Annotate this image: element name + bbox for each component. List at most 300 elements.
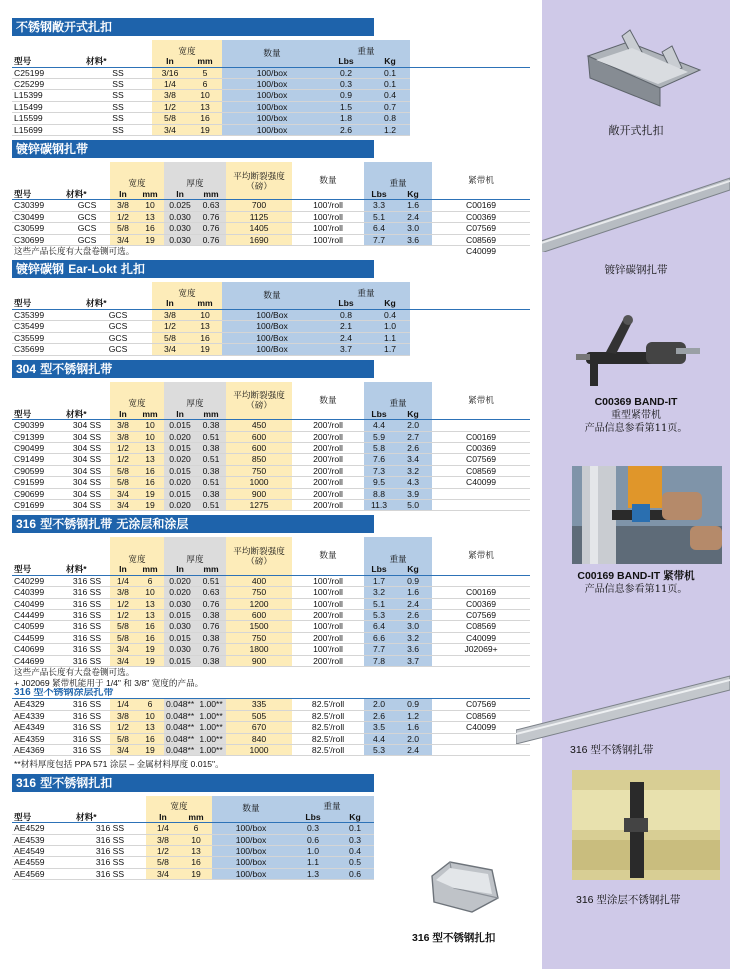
cell-qty: 100/box: [222, 78, 322, 89]
cell-model: AE4329: [12, 699, 64, 710]
title-part: 型不锈钢扎扣: [36, 775, 113, 790]
cell-thickness-mm: 0.63: [196, 587, 226, 598]
cell-weight-kg: 0.9: [394, 699, 432, 710]
section-304-band: [12, 360, 530, 512]
cell-width-mm: 10: [136, 587, 164, 598]
header-in: In: [164, 189, 196, 200]
header-qty: 数量: [319, 174, 337, 185]
cell-thickness-in: 0.020: [164, 431, 196, 442]
cell-model: AE4549: [12, 846, 74, 857]
cell-weight-lbs: 11.3: [364, 499, 394, 510]
header-mm: mm: [196, 564, 226, 575]
cell-material: GCS: [64, 223, 110, 234]
cell-material: 316 SS: [64, 710, 110, 721]
table-row: [12, 598, 530, 609]
cell-weight-lbs: 0.6: [290, 834, 336, 845]
cell-material: GCS: [64, 200, 110, 211]
cell-qty: 100/box: [222, 113, 322, 124]
cell-thickness-mm: 0.51: [196, 431, 226, 442]
cell-weight-kg: 4.3: [394, 477, 432, 488]
cell-thickness-in: 0.030: [164, 211, 196, 222]
cell-strength: 1690: [226, 234, 292, 245]
cell-strength: 1200: [226, 598, 292, 609]
cell-width-in: 5/8: [110, 632, 136, 643]
table-row: [12, 655, 530, 666]
header-weight: 重量: [290, 796, 374, 812]
spacer-cell: [410, 344, 530, 355]
cell-width-in: 3/8: [146, 834, 180, 845]
cell-weight-kg: 0.4: [336, 846, 374, 857]
cell-thickness-in: 0.020: [164, 575, 196, 586]
table-row: [12, 344, 530, 355]
product-table: [12, 537, 530, 769]
cell-thickness-mm: 1.00**: [196, 710, 226, 721]
cell-thickness-mm: 0.76: [196, 211, 226, 222]
cell-width-mm: 13: [136, 598, 164, 609]
cell-thickness-mm: 0.76: [196, 644, 226, 655]
cell-weight-kg: 2.7: [394, 431, 432, 442]
cell-weight-kg: 1.2: [394, 710, 432, 721]
header-lbs: Lbs: [364, 409, 394, 420]
cell-weight-kg: 3.0: [394, 621, 432, 632]
table-note: **材料厚度包括 PPA 571 涂层 – 金属材料厚度 0.015"。: [14, 759, 224, 770]
table-row: [12, 834, 374, 845]
header-weight: 重量: [364, 537, 432, 564]
table-row: [12, 211, 530, 222]
cell-tool: C07569: [432, 223, 530, 234]
cell-width-mm: 6: [188, 78, 222, 89]
cell-weight-kg: 5.0: [394, 499, 432, 510]
cell-width-in: 3/4: [146, 868, 180, 879]
section-title: 镀锌碳钢扎带: [12, 140, 374, 158]
table-row: [12, 710, 530, 721]
cell-weight-kg: 0.5: [336, 857, 374, 868]
cell-width-in: 1/2: [110, 598, 136, 609]
header-tool: 紧带机: [468, 174, 494, 185]
cell-weight-kg: 1.1: [370, 332, 410, 343]
title-part: 型不锈钢扎带 无涂层和涂层: [36, 517, 189, 532]
title-part: Ear-Lokt: [68, 262, 117, 277]
header-lbs: Lbs: [290, 812, 336, 823]
table-row: [12, 823, 374, 834]
cell-qty: 100/box: [212, 857, 290, 868]
header-lbs: Lbs: [364, 564, 394, 575]
header-qty: 数量: [212, 796, 290, 823]
cell-weight-lbs: 6.4: [364, 621, 394, 632]
spacer-cell: [410, 67, 530, 78]
cell-thickness-mm: 0.51: [196, 499, 226, 510]
cell-qty: 100/Box: [222, 309, 322, 320]
cell-weight-lbs: 5.8: [364, 442, 394, 453]
cell-thickness-in: 0.030: [164, 234, 196, 245]
cell-thickness-mm: 0.63: [196, 200, 226, 211]
cell-thickness-in: 0.020: [164, 499, 196, 510]
cell-thickness-mm: 0.76: [196, 223, 226, 234]
section-title: [12, 515, 374, 533]
cell-thickness-mm: 0.38: [196, 632, 226, 643]
cell-weight-lbs: 1.8: [322, 113, 370, 124]
cell-qty: 100/box: [222, 67, 322, 78]
table-row: [12, 868, 374, 879]
table-row: [12, 90, 530, 101]
cell-width-in: 1/2: [110, 454, 136, 465]
header-qty: 数量: [319, 394, 337, 405]
cell-weight-lbs: 5.3: [364, 744, 394, 755]
cell-thickness-in: 0.048**: [166, 699, 195, 710]
header-in: In: [164, 564, 196, 575]
table-row: [12, 610, 530, 621]
gcs-band-image: [542, 172, 730, 252]
cell-qty: 100/box: [212, 823, 290, 834]
cell-thickness-in: 0.025: [164, 200, 196, 211]
cell-model: C91499: [12, 454, 64, 465]
cell-weight-lbs: 2.6: [364, 710, 394, 721]
cell-qty: 100'/roll: [292, 575, 364, 586]
cell-width-mm: 19: [136, 234, 164, 245]
cell-weight-lbs: 2.1: [322, 321, 370, 332]
cell-strength: 900: [226, 655, 292, 666]
cell-width-in: 5/8: [110, 733, 136, 744]
cell-weight-kg: 2.6: [394, 442, 432, 453]
table-row: [12, 644, 530, 655]
cell-width-in: 1/4: [146, 823, 180, 834]
cell-thickness-in: 0.015: [164, 610, 196, 621]
cell-width-mm: 5: [188, 67, 222, 78]
cell-model: C90699: [12, 488, 64, 499]
header-model: 型号: [14, 811, 32, 822]
table-row: [12, 465, 530, 476]
cell-width-mm: 13: [136, 610, 164, 621]
cell-model: L15399: [12, 90, 84, 101]
cell-model: C90399: [12, 420, 64, 431]
cell-model: C40599: [12, 621, 64, 632]
product-table: [12, 40, 530, 136]
cell-thickness-mm: 1.00**: [196, 699, 226, 710]
header-material: 材料*: [66, 188, 87, 199]
cell-weight-kg: 2.0: [394, 420, 432, 431]
cell-qty: 200'/roll: [292, 465, 364, 476]
header-thickness: 厚度: [164, 382, 226, 409]
cell-weight-kg: 1.6: [394, 587, 432, 598]
header-lbs: Lbs: [322, 56, 370, 67]
cell-width-in: 5/8: [152, 113, 188, 124]
title-part: 镀锌碳钢: [16, 262, 69, 277]
cell-model: C25199: [12, 67, 84, 78]
cell-model: C91699: [12, 499, 64, 510]
cell-strength: 1275: [226, 499, 292, 510]
cell-weight-kg: 0.1: [336, 823, 374, 834]
cell-model: C44499: [12, 610, 64, 621]
cell-qty: 200'/roll: [292, 431, 364, 442]
cell-thickness-mm: 0.76: [196, 621, 226, 632]
cell-thickness-mm: 1.00**: [196, 744, 226, 755]
cell-tool: [432, 655, 530, 666]
cell-width-mm: 19: [136, 644, 164, 655]
header-thickness: 厚度: [164, 162, 226, 189]
header-width: 宽度: [110, 162, 164, 189]
cell-strength: 850: [226, 454, 292, 465]
cell-strength: 1000: [226, 744, 292, 755]
cell-weight-lbs: 1.7: [364, 575, 394, 586]
cell-strength: 600: [226, 431, 292, 442]
cell-tool: C08569: [432, 710, 530, 721]
cell-strength: 900: [226, 488, 292, 499]
title-part: 316: [16, 517, 37, 532]
header-weight: 重量: [322, 282, 410, 298]
cell-width-in: 3/4: [110, 499, 136, 510]
cell-weight-kg: 3.9: [394, 488, 432, 499]
cell-width-in: 1/2: [110, 610, 136, 621]
cell-tool: C00169: [432, 200, 530, 211]
cell-width-mm: 16: [180, 857, 212, 868]
cell-strength: 600: [226, 610, 292, 621]
cell-material: 316 SS: [64, 699, 110, 710]
header-lbs: Lbs: [322, 298, 370, 309]
cell-width-in: 5/8: [110, 465, 136, 476]
cell-model: C30399: [12, 200, 64, 211]
table-row: [12, 78, 530, 89]
ss316-band-image: [516, 668, 730, 744]
cell-tool: C00369: [432, 442, 530, 453]
cell-weight-kg: 1.0: [370, 321, 410, 332]
header-material: 材料*: [86, 56, 107, 66]
header-mm: mm: [188, 298, 222, 309]
cell-model: C35399: [12, 309, 84, 320]
cell-tool: [432, 744, 530, 755]
cell-qty: 100'/roll: [292, 644, 364, 655]
cell-weight-kg: 0.9: [394, 575, 432, 586]
cell-model: C44599: [12, 632, 64, 643]
table-row: [12, 124, 530, 135]
caption-open-buckle: 敞开式扎扣: [608, 125, 664, 137]
cell-strength: 505: [226, 710, 292, 721]
header-model: 型号: [14, 298, 32, 309]
cell-qty: 100'/roll: [292, 234, 364, 245]
cell-qty: 100'/roll: [292, 621, 364, 632]
cell-model: C40399: [12, 587, 64, 598]
table-row: [12, 621, 530, 632]
cell-weight-kg: 0.1: [370, 78, 410, 89]
cell-tool: C00369: [432, 598, 530, 609]
table-row: [12, 420, 530, 431]
header-mm: mm: [136, 564, 164, 575]
cell-material: 316 SS: [74, 857, 146, 868]
cell-width-in: 3/8: [110, 710, 136, 721]
table-row: [12, 488, 530, 499]
cell-qty: 100'/roll: [292, 587, 364, 598]
cell-tool: C07569: [432, 699, 530, 710]
cell-material: 304 SS: [64, 499, 110, 510]
cell-width-mm: 10: [136, 431, 164, 442]
cell-width-mm: 16: [188, 113, 222, 124]
cell-material: 304 SS: [64, 442, 110, 453]
cell-qty: 100/Box: [222, 344, 322, 355]
cell-width-mm: 19: [136, 744, 164, 755]
cell-thickness-in: 0.015: [164, 488, 196, 499]
cell-width-in: 5/8: [110, 223, 136, 234]
header-material: 材料*: [66, 564, 87, 575]
cell-model: AE4529: [12, 823, 74, 834]
caption-line: 产品信息参看第11页。: [584, 584, 688, 595]
cell-material: 316 SS: [64, 621, 110, 632]
cell-material: GCS: [84, 332, 152, 343]
tool-cell: C40099: [465, 246, 497, 257]
cell-material: 316 SS: [74, 868, 146, 879]
cell-model: C35599: [12, 332, 84, 343]
cell-qty: 100/box: [212, 846, 290, 857]
cell-width-in: 3/4: [110, 488, 136, 499]
cell-strength: 1800: [226, 644, 292, 655]
cell-thickness-in: 0.020: [164, 454, 196, 465]
caption-316-buckle: 316 型不锈钢扎扣: [412, 932, 496, 944]
header-in: In: [152, 56, 188, 67]
cell-weight-kg: 0.8: [370, 113, 410, 124]
cell-model: C40699: [12, 644, 64, 655]
cell-tool: C00169: [432, 587, 530, 598]
catalog-main: [12, 18, 530, 884]
cell-tool: [432, 488, 530, 499]
cell-model: C90599: [12, 465, 64, 476]
table-row: [12, 699, 530, 710]
cell-qty: 200'/roll: [292, 420, 364, 431]
cell-model: C35699: [12, 344, 84, 355]
cell-weight-lbs: 1.0: [290, 846, 336, 857]
cell-weight-kg: 1.7: [370, 344, 410, 355]
product-table: [12, 796, 374, 881]
cell-strength: 840: [226, 733, 292, 744]
cell-model: L15499: [12, 101, 84, 112]
cell-width-in: 1/2: [110, 211, 136, 222]
table-note: 这些产品长度有大盘卷铡可选。: [14, 246, 135, 257]
cell-qty: 200'/roll: [292, 499, 364, 510]
cell-thickness-in: 0.030: [164, 598, 196, 609]
cell-model: AE4369: [12, 744, 64, 755]
header-weight: 重量: [364, 162, 432, 189]
header-weight: 重量: [322, 40, 410, 56]
header-strength: 平均断裂强度（磅）: [226, 382, 292, 420]
cell-model: C91599: [12, 477, 64, 488]
header-in: In: [146, 812, 180, 823]
table-row: [12, 431, 530, 442]
cell-material: SS: [84, 113, 152, 124]
cell-material: 316 SS: [64, 733, 110, 744]
header-tool: 紧带机: [468, 394, 494, 405]
spacer-cell: [410, 332, 530, 343]
cell-qty: 100'/roll: [292, 211, 364, 222]
cell-width-in: 3/4: [110, 744, 136, 755]
cell-width-in: 1/2: [152, 101, 188, 112]
cell-weight-kg: 1.2: [370, 124, 410, 135]
cell-tool: [432, 575, 530, 586]
header-mm: mm: [188, 56, 222, 67]
table-row: [12, 223, 530, 234]
table-row: [12, 101, 530, 112]
cell-weight-lbs: 3.7: [322, 344, 370, 355]
cell-width-mm: 10: [188, 309, 222, 320]
section-316-band: [12, 515, 530, 769]
cell-tool: [432, 420, 530, 431]
cell-weight-kg: 0.4: [370, 90, 410, 101]
cell-width-in: 5/8: [110, 477, 136, 488]
caption-coated-band: 316 型涂层不锈钢扎带: [576, 894, 681, 906]
side-panel: [542, 0, 730, 969]
cell-width-mm: 16: [136, 733, 164, 744]
cell-weight-kg: 3.7: [394, 655, 432, 666]
cell-width-in: 3/4: [152, 124, 188, 135]
table-note: 这些产品长度有大盘卷铡可选。: [14, 667, 135, 678]
cell-model: C30599: [12, 223, 64, 234]
cell-model: C25299: [12, 78, 84, 89]
cell-material: SS: [84, 101, 152, 112]
title-part: 扎扣: [116, 262, 146, 277]
cell-thickness-in: 0.048**: [166, 733, 195, 744]
cell-tool: C07569: [432, 454, 530, 465]
cell-strength: 750: [226, 632, 292, 643]
cell-qty: 200'/roll: [292, 442, 364, 453]
cell-qty: 100'/roll: [292, 200, 364, 211]
cell-weight-lbs: 7.6: [364, 454, 394, 465]
spacer-cell: [410, 321, 530, 332]
cell-width-mm: 16: [136, 223, 164, 234]
header-qty: 数量: [319, 550, 337, 561]
cell-weight-lbs: 9.5: [364, 477, 394, 488]
cell-width-mm: 13: [188, 101, 222, 112]
header-width: 宽度: [110, 537, 164, 564]
cell-thickness-in: 0.015: [164, 420, 196, 431]
cell-width-mm: 16: [136, 477, 164, 488]
cell-weight-lbs: 7.7: [364, 644, 394, 655]
table-row: [12, 332, 530, 343]
cell-thickness-in: 0.030: [164, 223, 196, 234]
cell-weight-lbs: 4.4: [364, 420, 394, 431]
cell-weight-kg: 3.6: [394, 234, 432, 245]
cell-width-mm: 16: [136, 632, 164, 643]
cell-width-mm: 6: [136, 575, 164, 586]
cell-model: C30499: [12, 211, 64, 222]
cell-tool: C08569: [432, 234, 530, 245]
cell-weight-lbs: 0.8: [322, 309, 370, 320]
cell-thickness-in: 0.015: [164, 465, 196, 476]
cell-width-mm: 10: [136, 200, 164, 211]
cell-width-in: 3/16: [152, 67, 188, 78]
cell-strength: 750: [226, 587, 292, 598]
header-in: In: [164, 409, 196, 420]
cell-material: SS: [84, 67, 152, 78]
header-kg: Kg: [336, 812, 374, 823]
c00369-tool-image: [576, 312, 706, 392]
cell-material: GCS: [84, 344, 152, 355]
cell-thickness-mm: 0.38: [196, 488, 226, 499]
cell-weight-lbs: 7.8: [364, 655, 394, 666]
header-mm: mm: [136, 409, 164, 420]
cell-weight-lbs: 7.3: [364, 465, 394, 476]
cell-width-in: 3/8: [110, 431, 136, 442]
cell-width-in: 1/2: [146, 846, 180, 857]
cell-thickness-mm: 0.38: [196, 420, 226, 431]
cell-width-mm: 19: [180, 868, 212, 879]
cell-thickness-mm: 0.38: [196, 610, 226, 621]
cell-thickness-mm: 1.00**: [196, 733, 226, 744]
cell-material: 316 SS: [64, 575, 110, 586]
header-in: In: [152, 298, 188, 309]
spacer-cell: [410, 124, 530, 135]
cell-width-in: 3/4: [110, 234, 136, 245]
open-buckle-image: [582, 28, 702, 108]
cell-thickness-mm: 0.51: [196, 477, 226, 488]
cell-model: C91399: [12, 431, 64, 442]
caption-line: 重型紧带机: [611, 410, 661, 421]
cell-material: 316 SS: [64, 587, 110, 598]
